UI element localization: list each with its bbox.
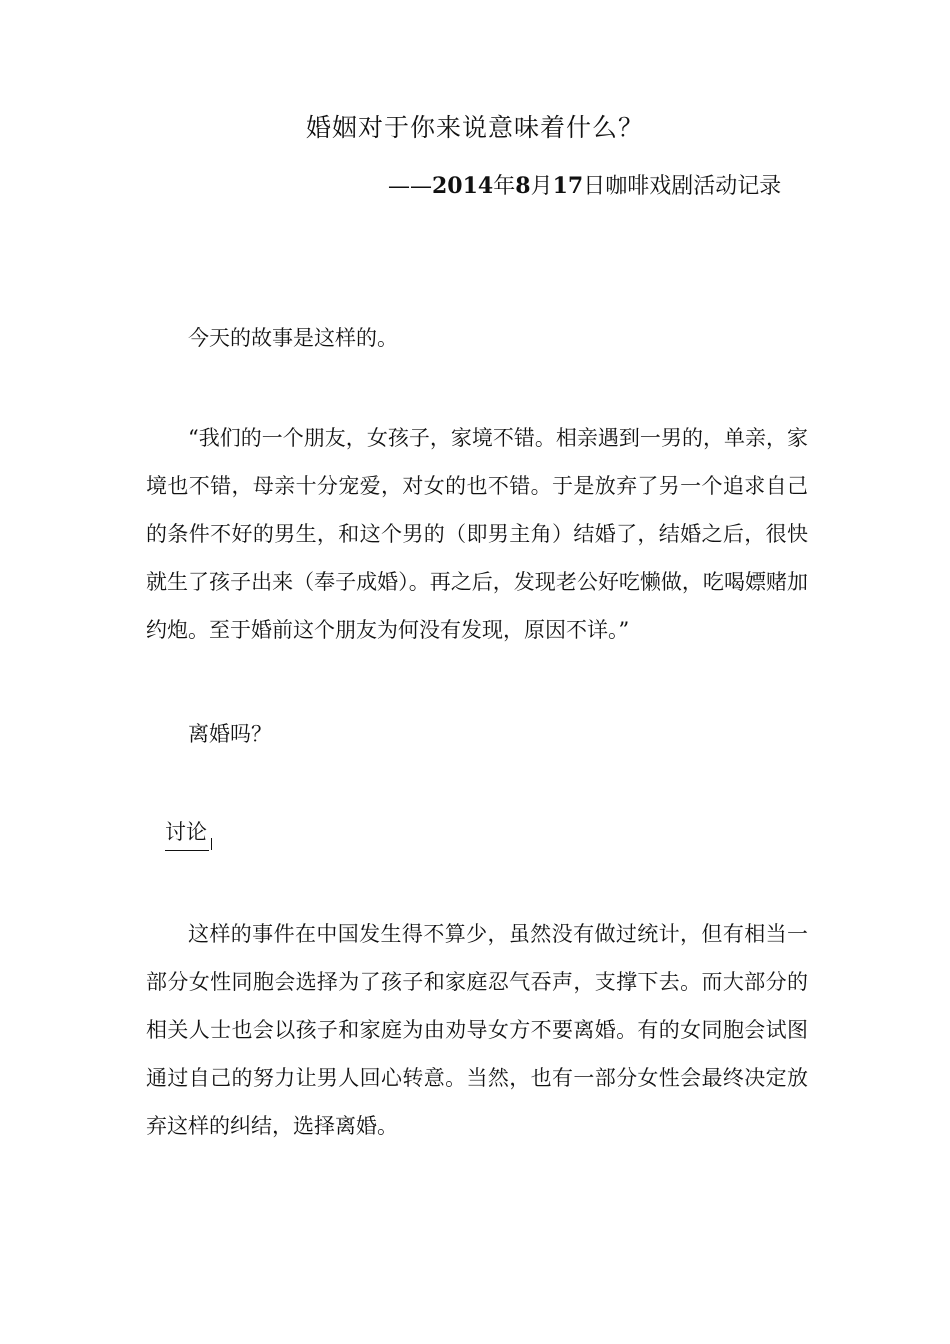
discussion-paragraph: 这样的事件在中国发生得不算少，虽然没有做过统计，但有相当一部分女性同胞会选择为了孩子和家庭忍气吞声，支撑下去。而大部分的相关人士也会以孩子和家庭为由劝导女方不要离婚。有的女同胞会试图通过自己的努力让男人回心转意。当然，也有一部分女性会最终决定放弃这样的纠结，选择离婚。 [146,922,808,1138]
discussion-heading: 讨论 [165,814,209,851]
subtitle-dash: —— [388,174,432,199]
question-paragraph: 离婚吗？ [188,722,272,746]
story-paragraph: “我们的一个朋友，女孩子，家境不错。相亲遇到一男的，单亲，家境也不错，母亲十分宠爱，对女的也不错。于是放弃了另一个追求自己的条件不好的男生，和这个男的（即男主角）结婚了，结婚之后，很快就生了孩子出来（奉子成婚）。再之后，发现老公好吃懒做，吃喝嫖赌加约炮。至于婚前这个朋友为何没有发现，原因不详。” [146,426,808,642]
subtitle-year: 2014 [432,173,494,199]
document-subtitle [388,168,781,205]
subtitle-month-unit: 月 [530,174,553,199]
heading-underline-mark [211,838,212,850]
subtitle-year-unit: 年 [493,174,516,199]
subtitle-day: 17 [552,173,584,199]
subtitle-day-unit: 日咖啡戏剧活动记录 [583,174,782,199]
document-title: 婚姻对于你来说意味着什么？ [305,113,644,142]
intro-paragraph: 今天的故事是这样的。 [188,326,398,350]
subtitle-month: 8 [515,173,531,199]
